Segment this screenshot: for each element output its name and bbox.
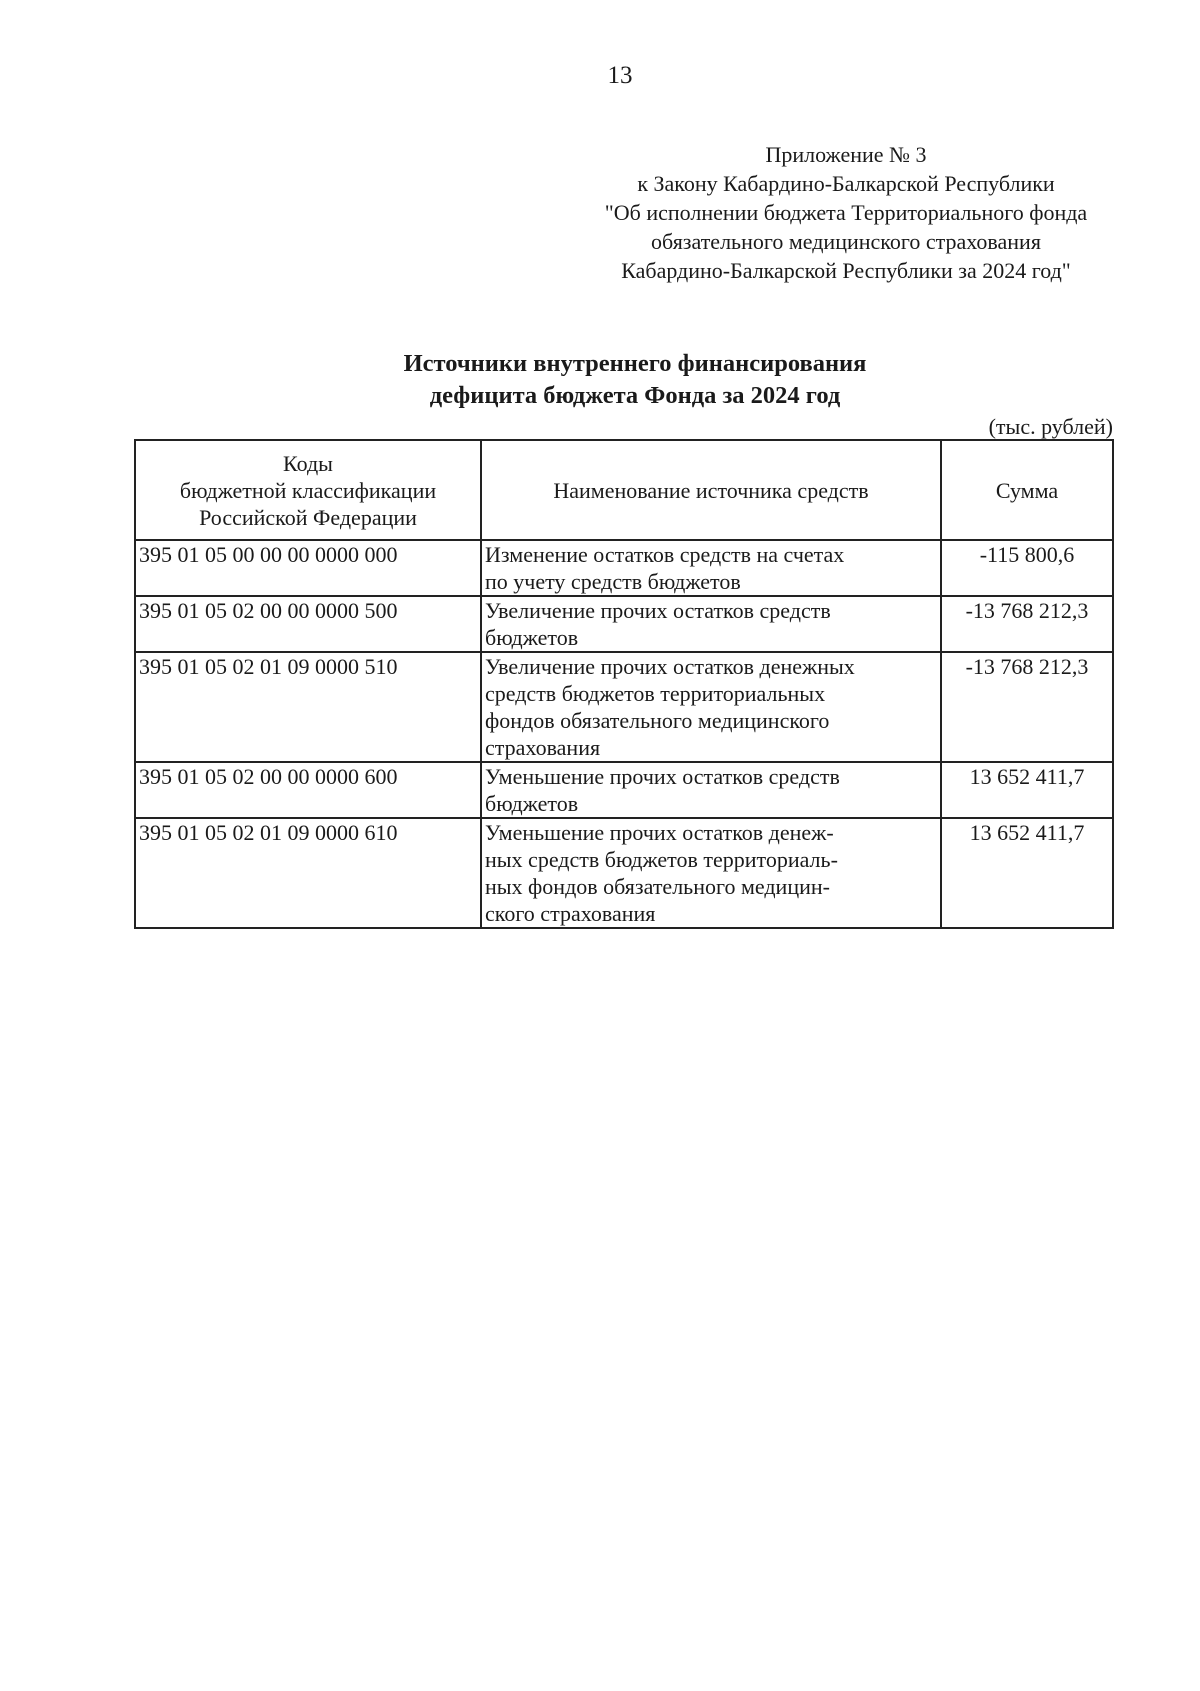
name-line: средств бюджетов территориальных <box>485 681 826 706</box>
table-row <box>135 540 1113 596</box>
document-title <box>0 348 1200 412</box>
title-line: Источники внутреннего финансирования <box>403 350 867 377</box>
sum-cell: 13 652 411,7 <box>941 762 1113 818</box>
code-cell: 395 01 05 00 00 00 0000 000 <box>135 540 481 596</box>
name-line: страхования <box>485 735 601 760</box>
table-header-row <box>135 440 1113 540</box>
name-cell <box>481 652 941 762</box>
header-code <box>135 440 481 540</box>
table-row <box>135 818 1113 928</box>
sum-cell: -13 768 212,3 <box>941 596 1113 652</box>
name-line: по учету средств бюджетов <box>485 569 741 594</box>
page-number: 13 <box>607 62 633 89</box>
name-cell <box>481 762 941 818</box>
units-label: (тыс. рублей) <box>988 414 1113 439</box>
header-code-line: Российской Федерации <box>199 504 417 530</box>
name-line: ных фондов обязательного медицин- <box>485 874 830 899</box>
financing-sources-table <box>134 439 1114 929</box>
sum-cell: -13 768 212,3 <box>941 652 1113 762</box>
sum-cell: -115 800,6 <box>941 540 1113 596</box>
sum-cell: 13 652 411,7 <box>941 818 1113 928</box>
name-line: Увеличение прочих остатков средств <box>485 598 831 623</box>
code-cell: 395 01 05 02 00 00 0000 600 <box>135 762 481 818</box>
name-line: Увеличение прочих остатков денежных <box>485 654 855 679</box>
name-line: Изменение остатков средств на счетах <box>485 542 845 567</box>
code-cell: 395 01 05 02 01 09 0000 510 <box>135 652 481 762</box>
appendix-line: Кабардино-Балкарской Республики за 2024 год" <box>621 258 1071 283</box>
header-sum: Сумма <box>941 440 1113 540</box>
table-row <box>135 762 1113 818</box>
code-cell: 395 01 05 02 01 09 0000 610 <box>135 818 481 928</box>
name-line: Уменьшение прочих остатков денеж- <box>485 820 834 845</box>
name-line: Уменьшение прочих остатков средств <box>485 764 840 789</box>
name-line: бюджетов <box>485 625 579 650</box>
appendix-line: к Закону Кабардино-Балкарской Республики <box>637 171 1055 196</box>
appendix-line: Приложение № 3 <box>765 142 927 167</box>
name-line: ных средств бюджетов территориаль- <box>485 847 838 872</box>
table-row <box>135 652 1113 762</box>
appendix-line: обязательного медицинского страхования <box>651 229 1041 254</box>
name-line: ского страхования <box>485 901 656 926</box>
name-cell <box>481 818 941 928</box>
appendix-line: "Об исполнении бюджета Территориального фонда <box>604 200 1088 225</box>
name-cell <box>481 540 941 596</box>
header-name: Наименование источника средств <box>481 440 941 540</box>
table-row <box>135 596 1113 652</box>
name-line: фондов обязательного медицинского <box>485 708 830 733</box>
title-line: дефицита бюджета Фонда за 2024 год <box>429 382 841 409</box>
code-cell: 395 01 05 02 00 00 0000 500 <box>135 596 481 652</box>
header-code-line: Коды <box>283 450 333 476</box>
header-code-line: бюджетной классификации <box>179 477 437 503</box>
appendix-header <box>560 140 1132 285</box>
name-cell <box>481 596 941 652</box>
name-line: бюджетов <box>485 791 579 816</box>
